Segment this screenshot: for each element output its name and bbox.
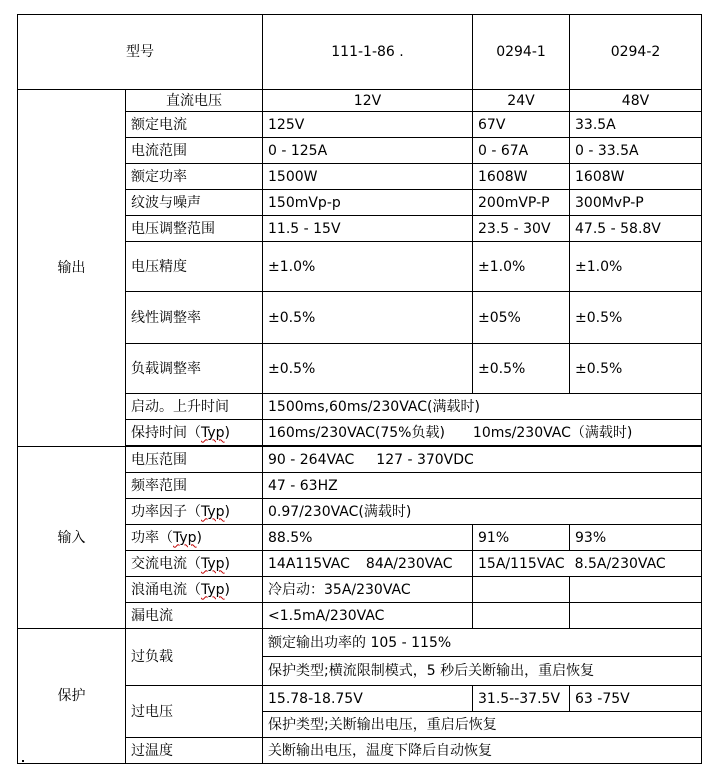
line-regulation-3: ±0.5%	[570, 292, 702, 344]
leakage-current-empty-2	[473, 603, 570, 629]
voltage-adj-1: 11.5 - 15V	[263, 216, 473, 242]
frequency-range-value: 47 - 63HZ	[263, 473, 702, 499]
ac-current-b1: 15A/115VAC	[478, 555, 565, 572]
voltage-range-value-b: 127 - 370VDC	[376, 451, 474, 468]
load-regulation-3: ±0.5%	[570, 344, 702, 394]
current-range-1: 0 - 125A	[263, 138, 473, 164]
hold-time-label-typ: Typ	[201, 424, 225, 441]
hold-time-label	[126, 420, 263, 446]
voltage-adj-2: 23.5 - 30V	[473, 216, 570, 242]
overvoltage-3: 63 -75V	[570, 686, 702, 712]
page-mark	[22, 760, 24, 762]
rated-power-1: 1500W	[263, 164, 473, 190]
ac-current-b2: 8.5A/230VAC	[574, 555, 666, 572]
hold-time-label-main: 保持时间（	[131, 424, 201, 441]
efficiency-3: 93%	[570, 525, 702, 551]
load-regulation-1: ±0.5%	[263, 344, 473, 394]
voltage-accuracy-1: ±1.0%	[263, 242, 473, 292]
overtemp-value: 关断输出电压，温度下降后自动恢复	[263, 738, 702, 764]
current-range-label: 电流范围	[126, 138, 263, 164]
rated-current-1: 125V	[263, 112, 473, 138]
header-row	[18, 15, 702, 90]
overvoltage-line2: 保护类型;关断输出电压，重启后恢复	[263, 712, 702, 738]
power-factor-label-typ: Typ	[201, 503, 225, 520]
dc-voltage-1: 12V	[263, 90, 473, 112]
frequency-range-label: 频率范围	[126, 473, 263, 499]
inrush-current-empty-3	[570, 577, 702, 603]
overvoltage-1: 15.78-18.75V	[263, 686, 473, 712]
inrush-current-label-main: 浪涌电流（	[131, 581, 201, 598]
ac-current-label	[126, 551, 263, 577]
ripple-noise-2: 200mVP-P	[473, 190, 570, 216]
rated-power-3: 1608W	[570, 164, 702, 190]
ripple-noise-3: 300MvP-P	[570, 190, 702, 216]
rated-current-3: 33.5A	[570, 112, 702, 138]
voltage-adj-3: 47.5 - 58.8V	[570, 216, 702, 242]
inrush-current-label-end: )	[224, 581, 231, 598]
hold-time-value-a: 160ms/230VAC(75%负载)	[268, 424, 445, 441]
efficiency-2: 91%	[473, 525, 570, 551]
leakage-current-empty-3	[570, 603, 702, 629]
protection-category: 保护	[18, 629, 126, 764]
overvoltage-label: 过电压	[126, 686, 263, 738]
ac-current-label-main: 交流电流（	[131, 555, 201, 572]
power-factor-label-main: 功率因子（	[131, 503, 201, 520]
overload-line1: 额定输出功率的 105 - 115%	[263, 629, 702, 657]
efficiency-1: 88.5%	[263, 525, 473, 551]
model-label: 型号	[18, 15, 263, 90]
voltage-accuracy-3: ±1.0%	[570, 242, 702, 292]
ripple-noise-1: 150mVp-p	[263, 190, 473, 216]
leakage-current-label: 漏电流	[126, 603, 263, 629]
line-regulation-2: ±05%	[473, 292, 570, 344]
current-range-3: 0 - 33.5A	[570, 138, 702, 164]
rated-power-label: 额定功率	[126, 164, 263, 190]
load-regulation-2: ±0.5%	[473, 344, 570, 394]
startup-rise-value: 1500ms,60ms/230VAC(满载时)	[263, 394, 702, 420]
model-1: 111-1-86 .	[263, 15, 473, 90]
model-2: 0294-1	[473, 15, 570, 90]
dc-voltage-3: 48V	[570, 90, 702, 112]
output-category: 输出	[18, 90, 126, 447]
overvoltage-2: 31.5--37.5V	[473, 686, 570, 712]
rated-current-2: 67V	[473, 112, 570, 138]
spec-table	[17, 14, 702, 764]
overtemp-label: 过温度	[126, 738, 263, 764]
voltage-range-value-a: 90 - 264VAC	[268, 451, 355, 468]
line-regulation-label: 线性调整率	[126, 292, 263, 344]
load-regulation-label: 负载调整率	[126, 344, 263, 394]
inrush-current-value: 冷启动：35A/230VAC	[263, 577, 473, 603]
voltage-adj-label: 电压调整范围	[126, 216, 263, 242]
ac-current-label-typ: Typ	[201, 555, 225, 572]
table-row	[18, 629, 702, 657]
rated-current-label: 额定电流	[126, 112, 263, 138]
voltage-accuracy-label: 电压精度	[126, 242, 263, 292]
table-row	[18, 90, 702, 112]
voltage-range-label: 电压范围	[126, 447, 263, 473]
ac-current-a2: 84A/230VAC	[365, 555, 453, 572]
startup-rise-label: 启动。上升时间	[126, 394, 263, 420]
leakage-current-value: <1.5mA/230VAC	[263, 603, 473, 629]
inrush-current-label	[126, 577, 263, 603]
ac-current-value-b	[473, 551, 702, 577]
ac-current-value-a	[263, 551, 473, 577]
efficiency-label	[126, 525, 263, 551]
ac-current-a1: 14A115VAC	[268, 555, 350, 572]
efficiency-label-end: )	[196, 529, 203, 546]
hold-time-value-b: 10ms/230VAC（满载时)	[472, 424, 633, 441]
efficiency-label-typ: Typ	[173, 529, 197, 546]
efficiency-label-main: 功率（	[131, 529, 173, 546]
voltage-accuracy-2: ±1.0%	[473, 242, 570, 292]
power-factor-value: 0.97/230VAC(满载时)	[263, 499, 702, 525]
inrush-current-label-typ: Typ	[201, 581, 225, 598]
ac-current-label-end: )	[224, 555, 231, 572]
ripple-noise-label: 纹波与噪声	[126, 190, 263, 216]
overload-label: 过负载	[126, 629, 263, 686]
dc-voltage-2: 24V	[473, 90, 570, 112]
rated-power-2: 1608W	[473, 164, 570, 190]
overload-line2: 保护类型;横流限制模式，5 秒后关断输出，重启恢复	[263, 657, 702, 686]
power-factor-label-end: )	[224, 503, 231, 520]
hold-time-label-end: )	[224, 424, 231, 441]
power-factor-label	[126, 499, 263, 525]
dc-voltage-label: 直流电压	[126, 90, 263, 112]
hold-time-value	[263, 420, 702, 446]
inrush-current-empty-2	[473, 577, 570, 603]
current-range-2: 0 - 67A	[473, 138, 570, 164]
table-row	[18, 447, 702, 473]
voltage-range-value	[263, 447, 702, 473]
line-regulation-1: ±0.5%	[263, 292, 473, 344]
model-3: 0294-2	[570, 15, 702, 90]
input-category: 输入	[18, 447, 126, 629]
